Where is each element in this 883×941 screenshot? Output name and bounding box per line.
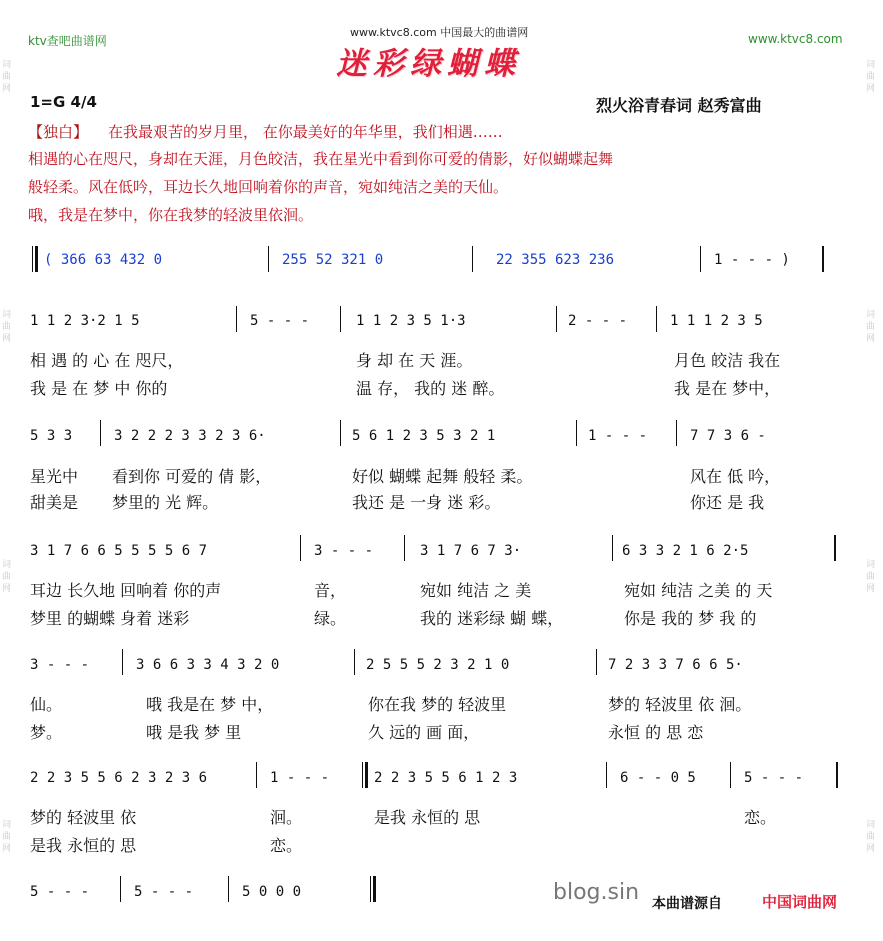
final-barline <box>370 876 374 902</box>
site-url-right[interactable]: www.ktvc8.com <box>748 32 843 46</box>
barline <box>596 649 597 675</box>
barline <box>256 762 257 788</box>
watermark-left <box>2 0 16 941</box>
watermark-right <box>866 0 880 941</box>
score-measure: 1 1 2 3·2 1 5 <box>30 313 140 329</box>
watermark-char: 词 <box>2 560 12 570</box>
watermark-char: 词 <box>866 60 876 70</box>
intro-measure: 1 - - - ) <box>714 252 790 268</box>
barline <box>612 535 613 561</box>
barline <box>676 420 677 446</box>
watermark-char: 词 <box>866 310 876 320</box>
score-measure: 5 - - - <box>744 770 804 786</box>
watermark-char: 曲 <box>866 72 876 82</box>
lyric-verse-2: 你是 我的 梦 我 的 <box>624 609 757 628</box>
lyric-verse-2: 你还 是 我 <box>690 493 765 512</box>
lyric-verse-2: 温 存， 我的 迷 醉。 <box>356 379 505 398</box>
score-measure: 6 3 3 2 1 6 2·5 <box>622 543 749 559</box>
lyric-verse-1: 仙。 <box>30 695 63 714</box>
watermark-char: 词 <box>866 820 876 830</box>
watermark-char: 网 <box>866 584 876 594</box>
barline <box>556 306 557 332</box>
watermark-char: 词 <box>866 560 876 570</box>
score-measure: 5 0 0 0 <box>242 884 302 900</box>
score-measure: 7 7 3 6 - <box>690 428 766 444</box>
lyric-verse-1: 音， <box>314 581 347 600</box>
brand-link[interactable]: 中国词曲网 <box>762 893 838 911</box>
barline <box>606 762 607 788</box>
barline <box>268 246 269 272</box>
watermark-char: 曲 <box>2 832 12 842</box>
lyric-verse-2: 梦。 <box>30 723 63 742</box>
barline <box>836 762 838 788</box>
site-name-left[interactable]: ktv查吧曲谱网 <box>28 34 107 48</box>
score-measure: 2 5 5 5 2 3 2 1 0 <box>366 657 510 673</box>
lyric-verse-1: 风在 低 吟， <box>690 467 781 486</box>
lyric-verse-2: 是我 永恒的 思 <box>30 836 137 855</box>
monologue-line: 哦，我是在梦中，你在我梦的轻波里依洄。 <box>28 206 314 224</box>
watermark-char: 曲 <box>2 72 12 82</box>
watermark-char: 网 <box>866 334 876 344</box>
score-measure: 5 - - - <box>250 313 310 329</box>
watermark-char: 曲 <box>2 572 12 582</box>
intro-measure: 255 52 321 0 <box>282 252 384 268</box>
monologue-tag: 【独白】 <box>28 123 89 141</box>
score-measure: 1 - - - <box>270 770 330 786</box>
song-credit: 烈火浴青春词 赵秀富曲 <box>596 96 762 115</box>
song-title: 迷彩绿蝴蝶 <box>336 46 521 82</box>
score-measure: 3 - - - <box>30 657 90 673</box>
monologue-line: 般轻柔。风在低吟，耳边长久地回响着你的声音，宛如纯洁之美的天仙。 <box>28 178 509 196</box>
lyric-verse-1: 梦的 轻波里 依 洄。 <box>608 695 752 714</box>
barline <box>100 420 101 446</box>
source-label: 本曲谱源自 <box>652 896 722 912</box>
score-measure: 5 6 1 2 3 5 3 2 1 <box>352 428 496 444</box>
barline <box>354 649 355 675</box>
lyric-verse-2: 甜美是 <box>30 493 79 512</box>
watermark-char: 词 <box>2 60 12 70</box>
lyric-verse-1: 看到你 可爱的 倩 影， <box>112 467 272 486</box>
lyric-verse-2: 我的 迷彩绿 蝴 蝶， <box>420 609 564 628</box>
barline <box>340 420 341 446</box>
lyric-verse-2: 久 远的 画 面， <box>368 723 480 742</box>
barline <box>834 535 836 561</box>
score-measure: 2 2 3 5 5 6 2 3 2 3 6 <box>30 770 208 786</box>
watermark-char: 网 <box>2 584 12 594</box>
lyric-verse-2: 梦里的 光 辉。 <box>112 493 219 512</box>
site-tagline[interactable]: www.ktvc8.com 中国最大的曲谱网 <box>350 26 529 39</box>
score-measure: 7 2 3 3 7 6 6 5· <box>608 657 743 673</box>
intro-measure: 22 355 623 236 <box>496 252 615 268</box>
lyric-verse-1: 好似 蝴蝶 起舞 般轻 柔。 <box>352 467 533 486</box>
lyric-verse-2: 绿。 <box>314 609 347 628</box>
blog-watermark: blog.sin <box>553 880 640 905</box>
watermark-char: 曲 <box>866 572 876 582</box>
barline <box>700 246 701 272</box>
score-measure: 2 - - - <box>568 313 628 329</box>
watermark-char: 曲 <box>2 322 12 332</box>
score-measure: 3 - - - <box>314 543 374 559</box>
lyric-verse-2: 永恒 的 思 恋 <box>608 723 704 742</box>
score-measure: 5 3 3 <box>30 428 73 444</box>
score-measure: 1 1 2 3 5 1·3 <box>356 313 466 329</box>
score-measure: 3 6 6 3 3 4 3 2 0 <box>136 657 280 673</box>
monologue-text: 在我最艰苦的岁月里， 在你最美好的年华里，我们相遇…… <box>108 123 503 141</box>
score-measure: 1 - - - <box>588 428 648 444</box>
score-measure: 3 1 7 6 7 3· <box>420 543 522 559</box>
lyric-verse-1: 洄。 <box>270 808 303 827</box>
lyric-verse-2: 哦 是我 梦 里 <box>146 723 242 742</box>
barline <box>656 306 657 332</box>
repeat-barline <box>362 762 366 788</box>
lyric-verse-1: 耳边 长久地 回响着 你的声 <box>30 581 222 600</box>
lyric-verse-2: 我还 是 一身 迷 彩。 <box>352 493 501 512</box>
lyric-verse-1: 你在我 梦的 轻波里 <box>368 695 507 714</box>
watermark-char: 词 <box>2 310 12 320</box>
barline <box>404 535 405 561</box>
monologue-line <box>28 121 503 142</box>
lyric-verse-1: 星光中 <box>30 467 79 486</box>
watermark-char: 网 <box>2 334 12 344</box>
lyric-verse-2: 梦里 的蝴蝶 身着 迷彩 <box>30 609 190 628</box>
lyric-verse-1: 相 遇 的 心 在 咫尺， <box>30 351 184 370</box>
lyric-verse-1: 宛如 纯洁 之 美 <box>420 581 532 600</box>
barline <box>472 246 473 272</box>
watermark-char: 网 <box>866 84 876 94</box>
lyric-verse-1: 月色 皎洁 我在 <box>674 351 781 370</box>
lyric-verse-1: 哦 我是在 梦 中， <box>146 695 274 714</box>
barline <box>300 535 301 561</box>
barline <box>122 649 123 675</box>
watermark-char: 网 <box>2 84 12 94</box>
score-measure: 2 2 3 5 5 6 1 2 3 <box>374 770 518 786</box>
watermark-char: 曲 <box>866 322 876 332</box>
lyric-verse-1: 身 却 在 天 涯。 <box>356 351 473 370</box>
barline <box>120 876 121 902</box>
watermark-char: 网 <box>2 844 12 854</box>
barline <box>340 306 341 332</box>
barline <box>576 420 577 446</box>
lyric-verse-1: 宛如 纯洁 之美 的 天 <box>624 581 773 600</box>
score-measure: 5 - - - <box>30 884 90 900</box>
lyric-verse-2: 恋。 <box>270 836 303 855</box>
score-measure: 3 1 7 6 6 5 5 5 5 6 7 <box>30 543 208 559</box>
repeat-start-barline <box>32 246 36 272</box>
lyric-verse-1: 是我 永恒的 思 <box>374 808 481 827</box>
score-measure: 5 - - - <box>134 884 194 900</box>
monologue-line: 相遇的心在咫尺，身却在天涯，月色皎洁，我在星光中看到你可爱的倩影，好似蝴蝶起舞 <box>28 150 614 168</box>
lyric-verse-1: 梦的 轻波里 依 <box>30 808 137 827</box>
barline <box>228 876 229 902</box>
score-measure: 6 - - 0 5 <box>620 770 696 786</box>
lyric-verse-2: 我 是在 梦中， <box>674 379 781 398</box>
watermark-char: 曲 <box>866 832 876 842</box>
score-measure: 1 1 1 2 3 5 <box>670 313 763 329</box>
lyric-verse-2: 我 是 在 梦 中 你的 <box>30 379 168 398</box>
watermark-char: 网 <box>866 844 876 854</box>
watermark-char: 词 <box>2 820 12 830</box>
barline <box>730 762 731 788</box>
score-measure: 3 2 2 2 3 3 2 3 6· <box>114 428 266 444</box>
lyric-verse-1: 恋。 <box>744 808 777 827</box>
barline <box>236 306 237 332</box>
key-signature: 1=G 4/4 <box>30 93 97 111</box>
barline <box>822 246 824 272</box>
intro-measure: ( 366 63 432 0 <box>44 252 163 268</box>
